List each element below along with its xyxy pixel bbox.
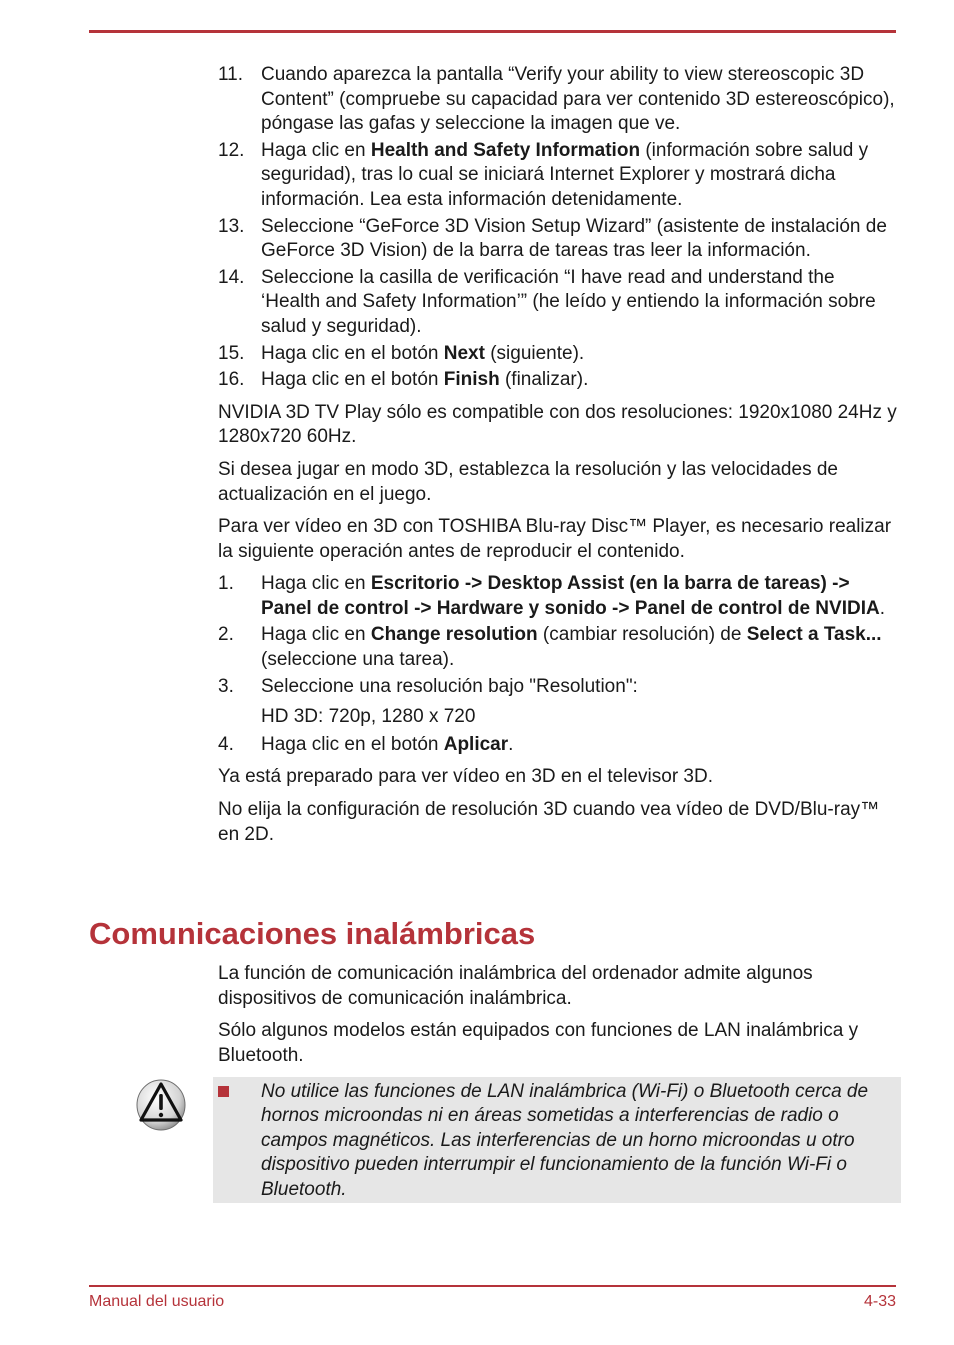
item-number: 2. <box>218 624 234 646</box>
bold-term: Change resolution <box>370 624 538 646</box>
sub-paragraph: HD 3D: 720p, 1280 x 720 <box>261 706 476 728</box>
text-run: Haga clic en <box>261 139 371 161</box>
bullet-square <box>218 1086 229 1097</box>
footer-rule <box>89 1285 896 1287</box>
paragraph: No elija la configuración de resolución 3D cuando vea vídeo de DVD/Blu-ray™ en 2D. <box>218 799 880 845</box>
paragraph: Ya está preparado para ver vídeo en 3D en el televisor 3D. <box>218 766 713 788</box>
section-title: Comunicaciones inalámbricas <box>89 916 536 951</box>
footer-title: Manual del usuario <box>89 1293 225 1310</box>
item-number: 1. <box>218 573 234 595</box>
list-item <box>218 139 898 213</box>
item-number: 15. <box>218 342 245 364</box>
list-item <box>218 572 898 621</box>
text-run: . <box>879 597 885 619</box>
item-number: 3. <box>218 675 234 697</box>
item-number: 14. <box>218 266 245 288</box>
item-text <box>261 139 898 213</box>
bold-term: Health and Safety Information <box>370 139 641 161</box>
page-number: 4-33 <box>863 1293 896 1310</box>
text-run: (información sobre salud y seguridad), tras lo cual se iniciará Internet Explorer y mostrará dicha información. Lea esta información detenidamente. <box>261 139 869 210</box>
item-text <box>261 623 898 672</box>
item-number: 4. <box>218 733 234 755</box>
item-text <box>261 342 898 367</box>
item-text: Seleccione la casilla de verificación “I have read and understand the ‘Health and Safety Information’” (he leído y entiendo la información sobre salud y seguridad). <box>261 266 876 337</box>
list-item <box>218 368 898 393</box>
bold-term: Aplicar <box>443 733 509 755</box>
header-rule <box>89 30 896 33</box>
list-item <box>218 266 898 340</box>
bold-term: Select a Task... <box>746 624 882 646</box>
item-text <box>261 733 898 758</box>
item-text: Seleccione una resolución bajo "Resolution": <box>261 675 638 697</box>
item-text: Seleccione “GeForce 3D Vision Setup Wizard” (asistente de instalación de GeForce 3D Vision) de la barra de tareas tras leer la información. <box>261 215 887 262</box>
text-run: . <box>508 733 514 755</box>
paragraph: Para ver vídeo en 3D con TOSHIBA Blu-ray Disc™ Player, es necesario realizar la siguiente operación antes de reproducir el contenido. <box>218 516 892 562</box>
list-item <box>218 63 898 137</box>
item-text: Cuando aparezca la pantalla “Verify your ability to view stereoscopic 3D Content” (compruebe su capacidad para ver contenido 3D estereoscópico), póngase las gafas y seleccione la imagen que ve. <box>261 64 895 135</box>
item-text <box>261 368 898 393</box>
bold-term: Escritorio -> Desktop Assist (en la barra de tareas) -> Panel de control -> Hardware y sonido -> Panel de control de NVIDIA <box>261 573 880 619</box>
list-item <box>218 215 898 264</box>
warning-text: No utilice las funciones de LAN inalámbrica (Wi-Fi) o Bluetooth cerca de hornos microondas ni en áreas sometidas a interferencias de radio o campos magnéticos. Las interferencias de un horno microondas u otro dispositivo pueden interrumpir el funcionamiento de la función Wi-Fi o Bluetooth. <box>261 1081 869 1200</box>
text-run: Haga clic en el botón <box>261 733 444 755</box>
text-run: Haga clic en <box>261 624 371 646</box>
paragraph: Si desea jugar en modo 3D, establezca la resolución y las velocidades de actualización en el juego. <box>218 458 838 505</box>
list-item <box>218 675 898 700</box>
text-run: Haga clic en el botón <box>261 369 444 391</box>
item-text <box>261 572 898 621</box>
item-number: 11. <box>218 64 244 85</box>
list-item <box>218 342 898 367</box>
warning-icon <box>136 1078 186 1132</box>
item-number: 16. <box>218 369 245 391</box>
bold-term: Finish <box>443 369 500 391</box>
list-item <box>218 733 898 758</box>
text-run: Haga clic en <box>261 573 371 595</box>
item-number: 13. <box>218 215 245 237</box>
item-number: 12. <box>218 139 245 161</box>
warning-note <box>213 1077 901 1203</box>
paragraph: Sólo algunos modelos están equipados con funciones de LAN inalámbrica y Bluetooth. <box>218 1020 859 1066</box>
paragraph: La función de comunicación inalámbrica del ordenador admite algunos dispositivos de comunicación inalámbrica. <box>218 963 813 1009</box>
paragraph: NVIDIA 3D TV Play sólo es compatible con dos resoluciones: 1920x1080 24Hz y 1280x720 60Hz. <box>218 401 897 448</box>
text-run: (seleccione una tarea). <box>261 649 455 671</box>
text-run: (siguiente). <box>484 342 585 364</box>
section-content <box>218 962 898 1068</box>
list-item <box>218 623 898 672</box>
main-content <box>218 63 898 847</box>
text-run: Haga clic en el botón <box>261 342 444 364</box>
text-run: (finalizar). <box>499 369 589 391</box>
bold-term: Next <box>443 342 485 364</box>
text-run: (cambiar resolución) de <box>537 624 747 646</box>
